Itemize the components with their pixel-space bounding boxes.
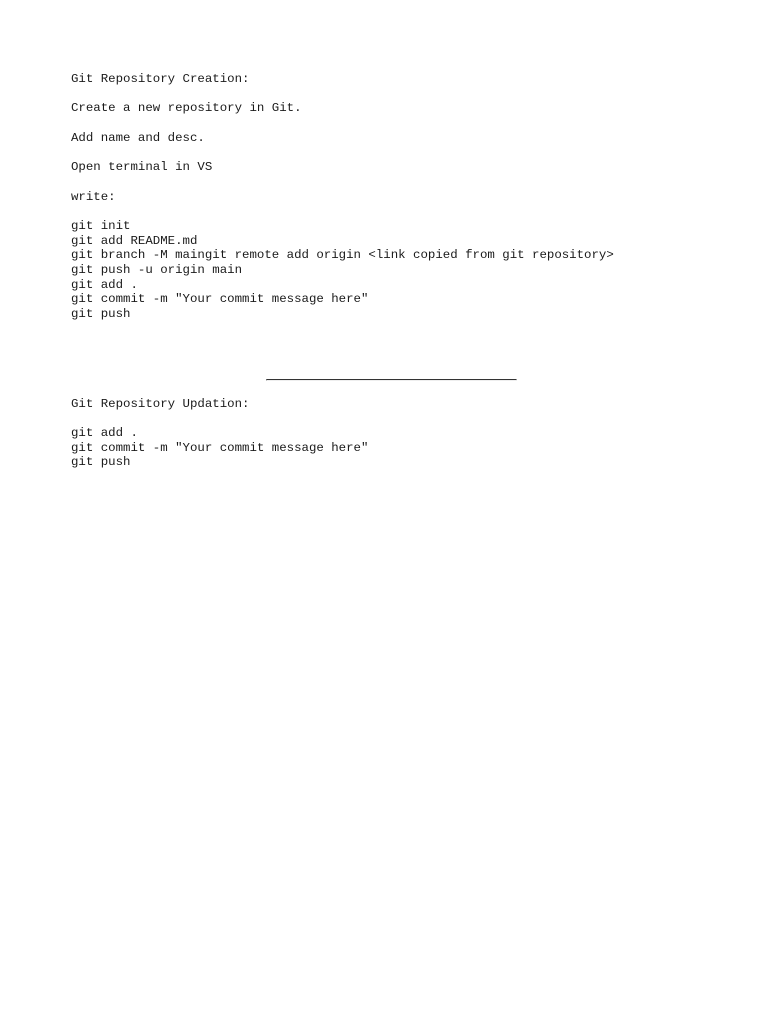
creation-step: Add name and desc. bbox=[71, 130, 205, 145]
blank-line bbox=[71, 145, 711, 160]
command-line: git branch -M maingit remote add origin <link copied from git repository> bbox=[71, 248, 614, 263]
blank-line bbox=[71, 175, 711, 190]
command-line: git push bbox=[71, 307, 131, 321]
command-line: git commit -m "Your commit message here" bbox=[71, 292, 369, 307]
creation-heading: Git Repository Creation: bbox=[71, 72, 250, 86]
blank-line bbox=[71, 116, 711, 131]
blank-line bbox=[71, 204, 711, 219]
updation-command-list bbox=[71, 426, 711, 470]
command-line: git add README.md bbox=[71, 233, 198, 248]
blank-line bbox=[71, 87, 711, 102]
creation-step: Open terminal in VS bbox=[71, 160, 213, 175]
creation-section bbox=[71, 72, 711, 322]
updation-section bbox=[71, 397, 711, 470]
document-page bbox=[71, 72, 711, 470]
creation-step: Create a new repository in Git. bbox=[71, 101, 302, 116]
command-line: git commit -m "Your commit message here" bbox=[71, 440, 369, 455]
command-line: git push -u origin main bbox=[71, 262, 243, 277]
creation-command-list bbox=[71, 219, 711, 322]
blank-line bbox=[71, 411, 711, 426]
updation-heading: Git Repository Updation: bbox=[71, 396, 250, 411]
section-divider bbox=[266, 379, 517, 381]
command-line: git add . bbox=[71, 277, 138, 292]
creation-step: write: bbox=[71, 189, 116, 204]
command-line: git init bbox=[71, 218, 131, 233]
command-line: git push bbox=[71, 455, 131, 470]
command-line: git add . bbox=[71, 426, 138, 441]
